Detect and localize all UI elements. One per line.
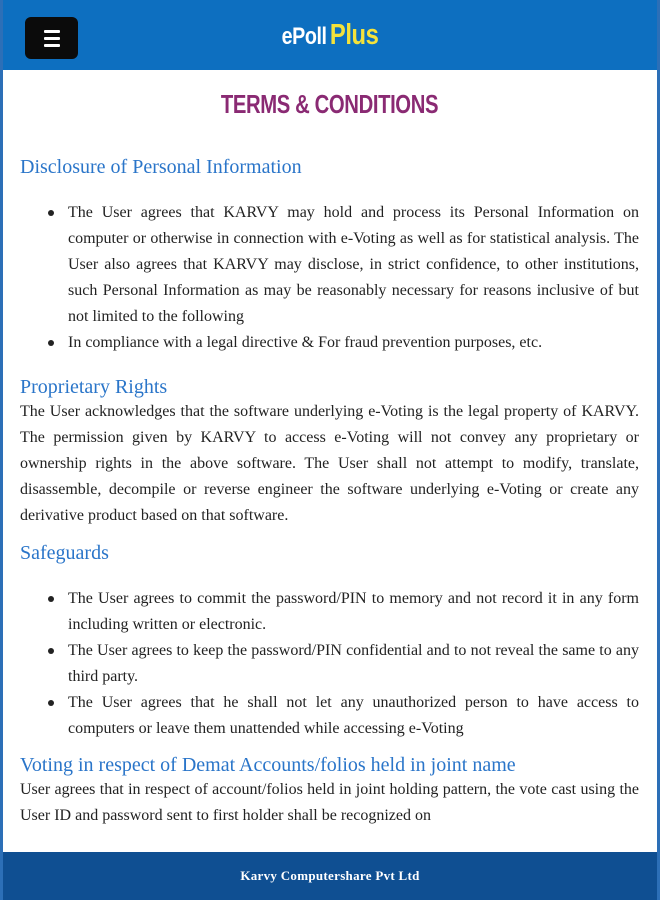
- hamburger-menu-icon: [44, 30, 60, 33]
- bullet-list: [20, 200, 639, 356]
- section-safeguards: [20, 541, 639, 742]
- section-heading: Voting in respect of Demat Accounts/folios held in joint name: [20, 754, 516, 776]
- list-item: The User agrees to keep the password/PIN confidential and to not reveal the same to any third party.: [48, 638, 639, 690]
- terms-content[interactable]: [3, 70, 657, 852]
- app-header: [3, 0, 657, 70]
- section-joint-accounts: [20, 753, 639, 829]
- menu-button[interactable]: [25, 17, 78, 59]
- app-footer: [3, 852, 657, 900]
- brand-name-part1: ePoll: [281, 22, 327, 50]
- section-proprietary-rights: [20, 375, 639, 529]
- section-paragraph: User agrees that in respect of account/folios held in joint holding pattern, the vote cast using the User ID and password sent to first holder shall be recognized on: [20, 781, 639, 824]
- brand-name-part2: Plus: [329, 18, 379, 51]
- bullet-list: [20, 586, 639, 742]
- list-item: The User agrees that KARVY may hold and process its Personal Information on computer or otherwise in connection with e-Voting as well as for statistical analysis. The User also agrees that KARVY may disclose, in strict confidence, to other institutions, such Personal Information as may be reasonably necessary for reasons inclusive of but not limited to the following: [48, 200, 639, 330]
- section-heading: Safeguards: [20, 542, 109, 564]
- footer-text: Karvy Computershare Pvt Ltd: [240, 868, 420, 883]
- list-item: The User agrees to commit the password/PIN to memory and not record it in any form including written or electronic.: [48, 586, 639, 638]
- section-heading: Proprietary Rights: [20, 376, 168, 398]
- list-item: In compliance with a legal directive & For fraud prevention purposes, etc.: [48, 330, 639, 356]
- page-title: TERMS & CONDITIONS: [220, 89, 439, 119]
- hamburger-menu-icon-bar: [44, 37, 60, 40]
- list-item: The User agrees that he shall not let any unauthorized person to have access to computers or leave them unattended while accessing e-Voting: [48, 690, 639, 742]
- brand-logo: [282, 19, 379, 52]
- section-paragraph: The User acknowledges that the software underlying e-Voting is the legal property of KARVY. The permission given by KARVY to access e-Voting will not convey any proprietary or ownership rights in the above software. The User shall not attempt to modify, translate, disassemble, decompile or reverse engineer the software underlying e-Voting or create any derivative product based on that software.: [20, 403, 639, 524]
- hamburger-menu-icon-bar: [44, 44, 60, 47]
- section-heading: Disclosure of Personal Information: [20, 156, 302, 178]
- section-disclosure: [20, 155, 639, 356]
